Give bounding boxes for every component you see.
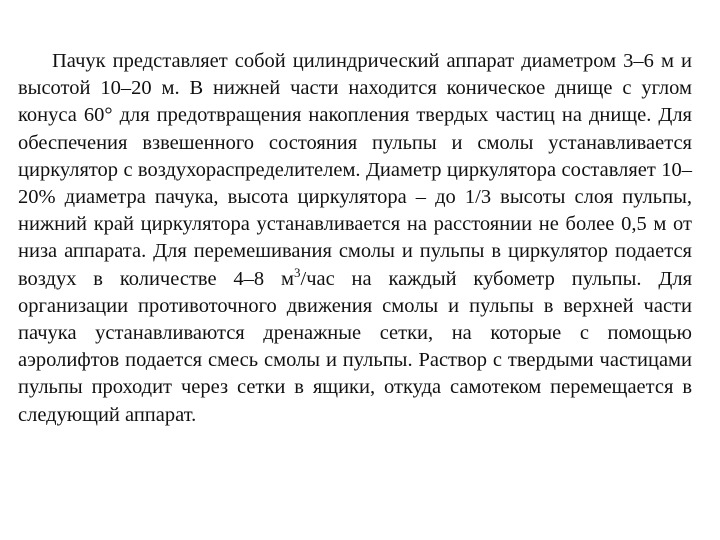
body-paragraph <box>18 48 692 429</box>
paragraph-text-part-2: /час на каждый кубометр пульпы. Для организации противоточного движения смолы и пульпы в верхней части пачука устанавливаются дренажные сетки, на которые с помощью аэролифтов подается смесь смолы и пульпы. Раствор с твердыми частицами пульпы проходит через сетки в ящики, откуда самотеком перемещается в следующий аппарат. <box>18 267 692 426</box>
paragraph-text-part-1: Пачук представляет собой цилиндрический аппарат диаметром 3–6 м и высотой 10–20 м. В нижней части находится коническое днище с углом конуса 60° для предотвращения накопления твердых частиц на днище. Для обеспечения взвешенного состояния пульпы и смолы устанавливается циркулятор с воздухораспределителем. Диаметр циркулятора составляет 10–20% диаметра пачука, высота циркулятора – до 1/3 высоты слоя пульпы, нижний край циркулятора устанавливается на расстоянии не более 0,5 м от низа аппарата. Для перемешивания смолы и пульпы в циркулятор подается воздух в количестве 4–8 м <box>18 50 692 290</box>
cubic-superscript: 3 <box>294 264 301 280</box>
